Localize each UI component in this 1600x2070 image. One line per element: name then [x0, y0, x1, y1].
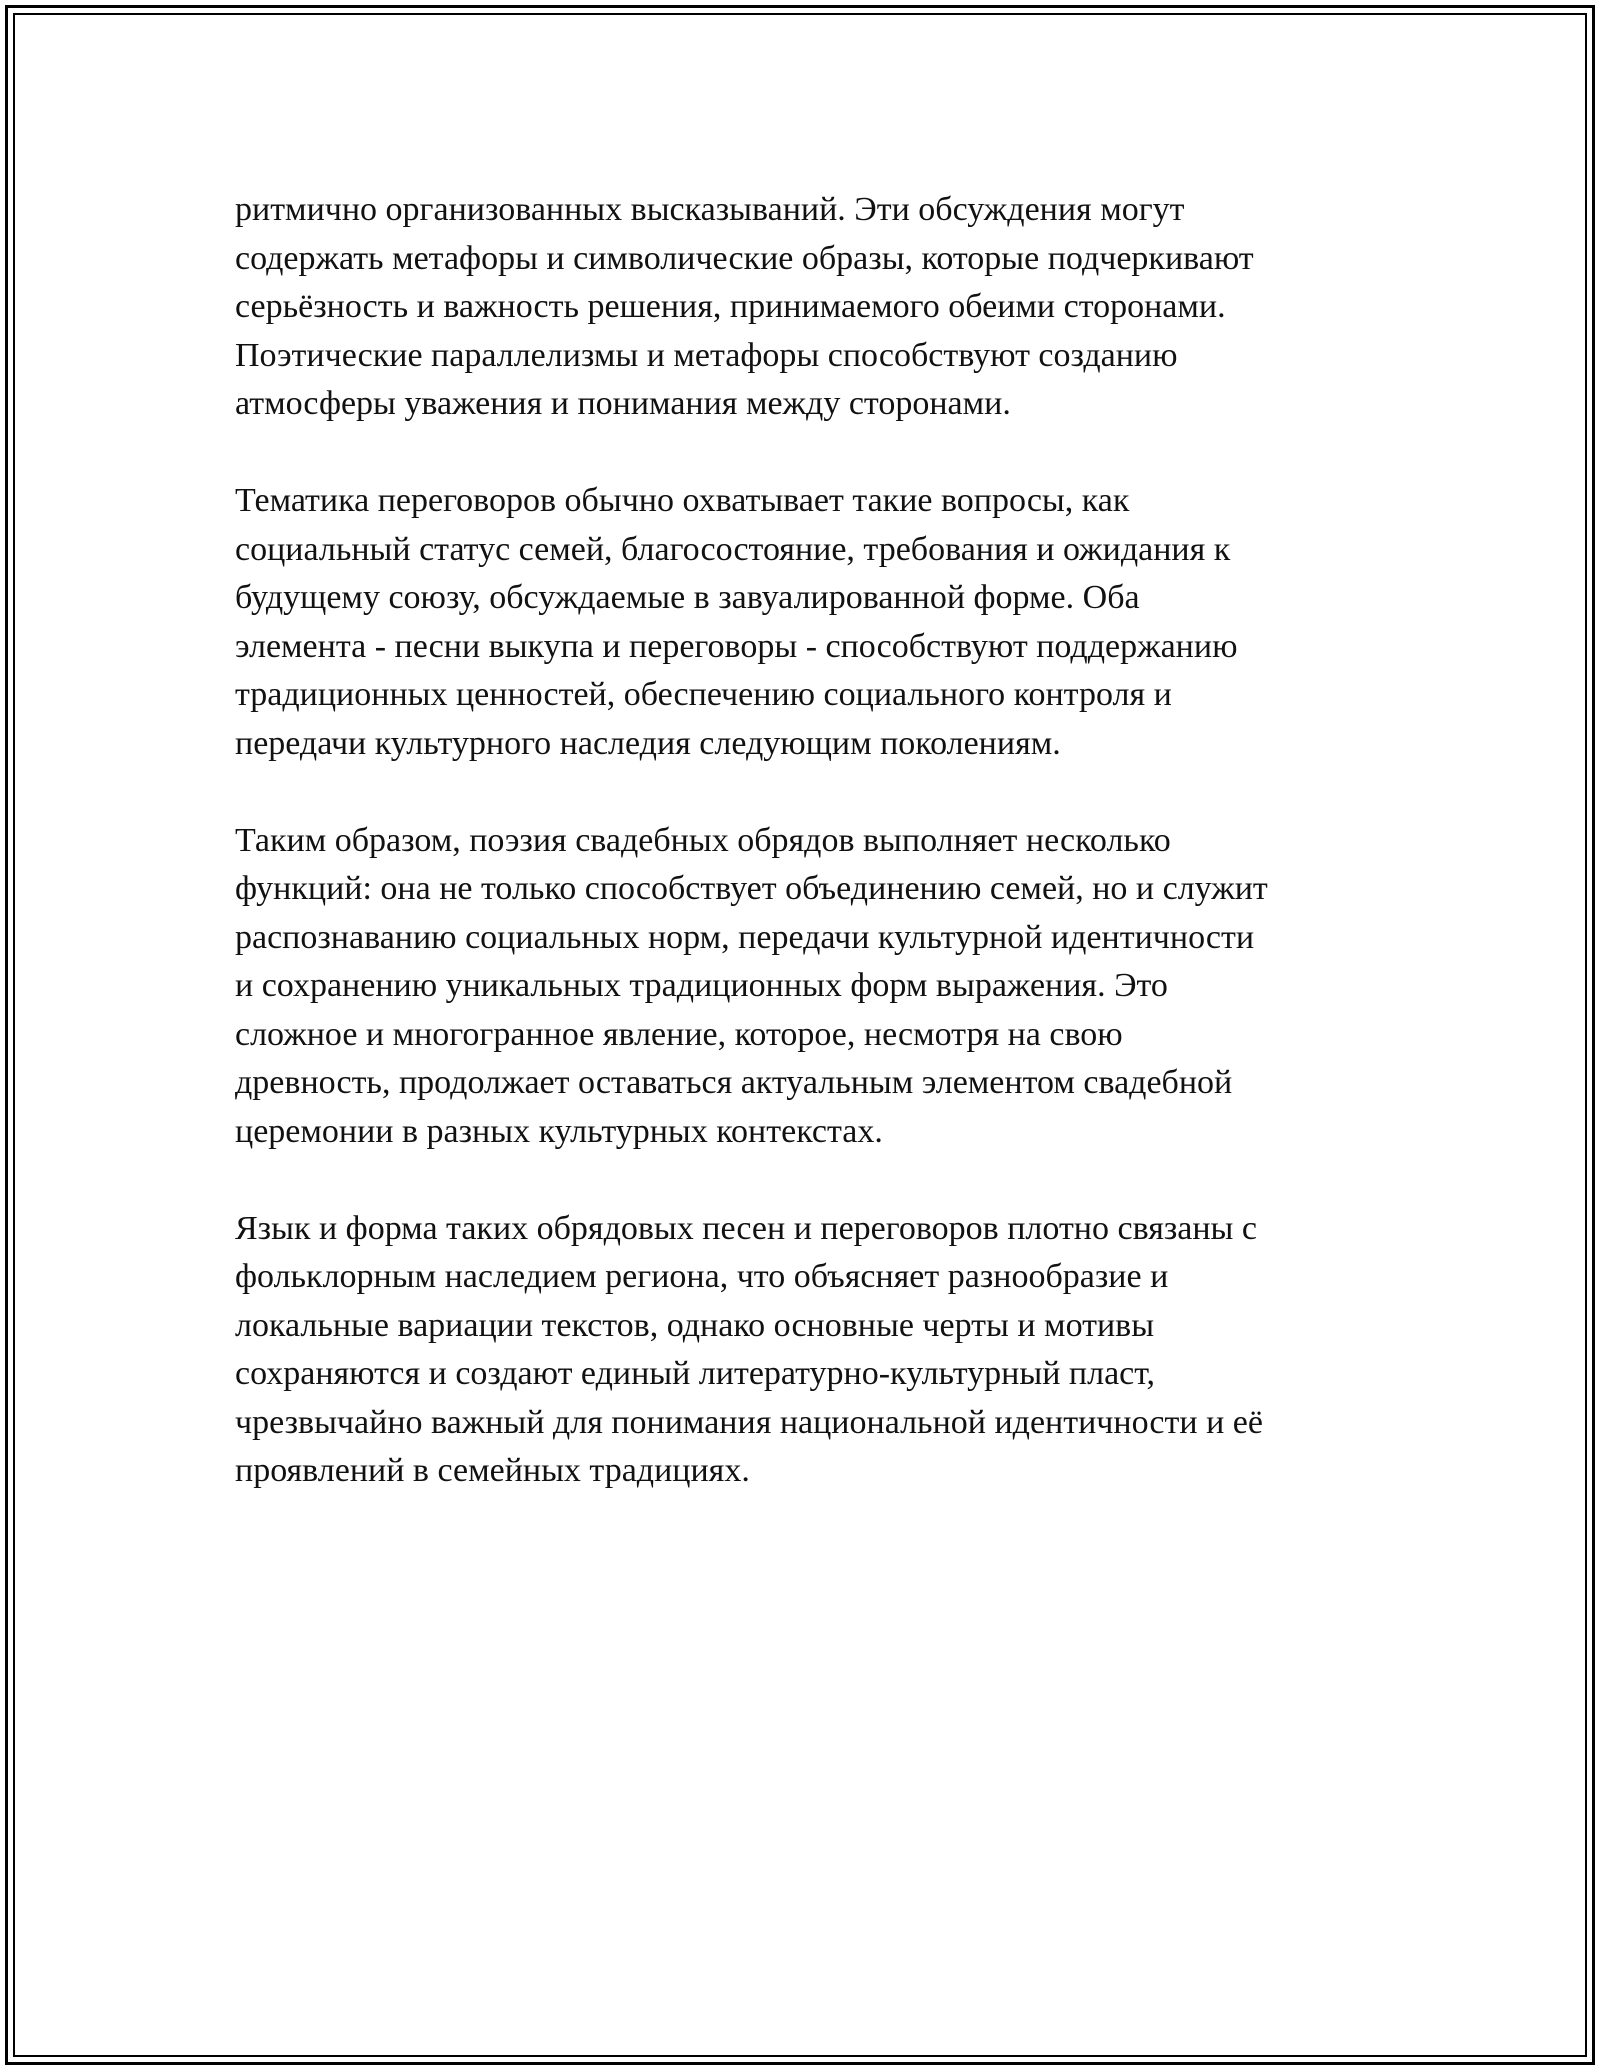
- text-line: проявлений в семейных традициях.: [235, 1452, 750, 1489]
- text-line: Язык и форма таких обрядовых песен и переговоров плотно связаны с: [235, 1209, 1257, 1247]
- text-line: элемента - песни выкупа и переговоры - способствуют поддержанию: [235, 627, 1238, 665]
- text-line: сохраняются и создают единый литературно-культурный пласт,: [235, 1355, 1156, 1392]
- text-line: древность, продолжает оставаться актуальным элементом свадебной: [235, 1064, 1233, 1101]
- paragraph-3: [235, 817, 1375, 1157]
- paragraph-4: [235, 1205, 1375, 1496]
- text-line: локальные вариации текстов, однако основные черты и мотивы: [235, 1306, 1155, 1344]
- text-line: традиционных ценностей, обеспечению социального контроля и: [235, 676, 1172, 713]
- text-line: распознаванию социальных норм, передачи культурной идентичности: [235, 918, 1255, 956]
- text-line: Тематика переговоров обычно охватывает такие вопросы, как: [235, 482, 1130, 519]
- text-line: атмосферы уважения и понимания между сторонами.: [235, 385, 1011, 422]
- text-line: Таким образом, поэзия свадебных обрядов выполняет несколько: [235, 821, 1171, 859]
- text-line: функций: она не только способствует объединению семей, но и служит: [235, 870, 1268, 907]
- document-body: [235, 186, 1375, 1544]
- text-line: социальный статус семей, благосостояние, требования и ожидания к: [235, 530, 1231, 568]
- text-line: передачи культурного наследия следующим поколениям.: [235, 724, 1061, 762]
- text-line: фольклорным наследием региона, что объясняет разнообразие и: [235, 1258, 1169, 1295]
- text-line: и сохранению уникальных традиционных форм выражения. Это: [235, 967, 1168, 1004]
- text-line: будущему союзу, обсуждаемые в завуалированной форме. Оба: [235, 579, 1140, 616]
- paragraph-2: [235, 477, 1375, 768]
- text-line: серьёзность и важность решения, принимаемого обеими сторонами.: [235, 288, 1226, 325]
- text-line: церемонии в разных культурных контекстах.: [235, 1112, 883, 1150]
- text-line: ритмично организованных высказываний. Эти обсуждения могут: [235, 191, 1185, 228]
- text-line: Поэтические параллелизмы и метафоры способствуют созданию: [235, 336, 1178, 374]
- text-line: сложное и многогранное явление, которое, несмотря на свою: [235, 1015, 1123, 1053]
- paragraph-1: [235, 186, 1375, 429]
- text-line: содержать метафоры и символические образы, которые подчеркивают: [235, 239, 1254, 277]
- text-line: чрезвычайно важный для понимания национальной идентичности и её: [235, 1403, 1263, 1441]
